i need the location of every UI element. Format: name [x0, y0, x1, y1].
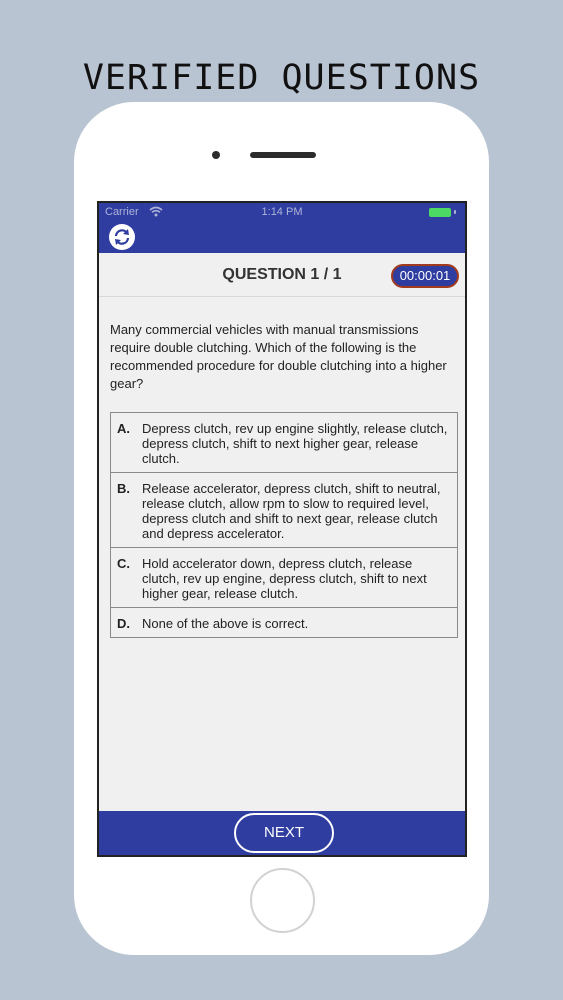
next-button[interactable]: NEXT — [234, 813, 334, 853]
carrier-label: Carrier — [105, 206, 139, 218]
question-header — [99, 253, 465, 297]
timer-badge: 00:00:01 — [391, 264, 459, 288]
question-text: Many commercial vehicles with manual transmissions require double clutching. Which of the following is the recommended procedure for double clutching into a higher gear? — [110, 322, 447, 391]
question-counter: QUESTION 1 / 1 — [222, 266, 342, 283]
footer-bar — [99, 811, 465, 855]
answer-text: Release accelerator, depress clutch, shift to neutral, release clutch, allow rpm to slow to required level, depress clutch and shift to next gear, release clutch and depress accelerator. — [142, 481, 441, 541]
battery-tip — [454, 210, 456, 214]
answer-letter: B. — [117, 481, 130, 496]
answer-letter: D. — [117, 616, 130, 631]
answer-letter: A. — [117, 421, 130, 436]
refresh-icon[interactable] — [109, 224, 135, 250]
app-screen — [97, 201, 467, 857]
answer-text: Hold accelerator down, depress clutch, release clutch, rev up engine, depress clutch, shift to next higher gear, release clutch. — [142, 556, 427, 601]
answer-text: Depress clutch, rev up engine slightly, release clutch, depress clutch, shift to next higher gear, release clutch. — [142, 421, 448, 466]
speaker-grille — [250, 152, 316, 158]
status-bar — [99, 203, 465, 221]
camera-icon — [212, 151, 220, 159]
answer-list — [110, 412, 458, 638]
answer-text: None of the above is correct. — [142, 616, 309, 631]
home-button[interactable] — [250, 868, 315, 933]
status-time: 1:14 PM — [261, 206, 303, 218]
answer-letter: C. — [117, 556, 130, 571]
answer-option-d[interactable] — [111, 608, 457, 637]
answer-option-a[interactable] — [111, 413, 457, 473]
battery-icon — [429, 208, 451, 217]
answer-option-c[interactable] — [111, 548, 457, 608]
nav-bar — [99, 221, 465, 253]
answer-option-b[interactable] — [111, 473, 457, 548]
banner-title: VERIFIED QUESTIONS — [82, 58, 481, 98]
